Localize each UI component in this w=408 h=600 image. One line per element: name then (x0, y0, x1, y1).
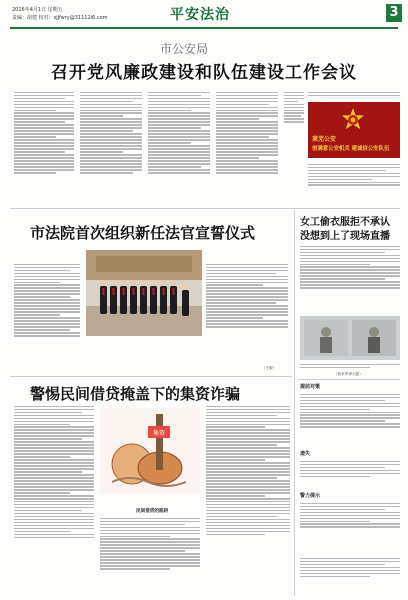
story3-column-3 (206, 404, 290, 592)
story1-column-4 (216, 90, 278, 202)
story3-subhead: 民间借贷的陷阱 (136, 509, 169, 514)
story2-column-2 (206, 262, 288, 352)
sidebar-body-4 (300, 556, 400, 592)
story1-column-3 (148, 90, 210, 202)
side-story-headline-1: 女工偷衣服拒不承认 (300, 217, 390, 228)
sidebar-body-1 (300, 392, 400, 446)
story3-headline: 警惕民间借贷掩盖下的集资诈骗 (30, 385, 241, 403)
side-story-credit: （张来军徐大磊） (334, 372, 363, 376)
sidebar-heading-1: 提前对策 (300, 384, 321, 390)
sidebar-heading-2: 遗失 (300, 451, 311, 457)
issue-date: 2016年4月1日 星期五 (12, 7, 63, 13)
emblem-line-1: 莱芜公安 (312, 136, 337, 143)
fraud-illustration (100, 408, 200, 494)
story1-column-6 (308, 162, 400, 204)
page-number: 3 (386, 4, 402, 22)
story1-headline: 召开党风廉政建设和队伍建设工作会议 (51, 63, 357, 83)
story1-column-1 (14, 90, 74, 202)
illustration-sign-text: 集资 (152, 430, 166, 437)
sidebar-body-2 (300, 459, 400, 489)
column-divider (294, 210, 295, 596)
police-badge-icon (336, 106, 370, 134)
side-story-body (300, 244, 400, 314)
side-story-headline-2: 没想到上了现场直播 (300, 231, 390, 242)
sidebar-body-3 (300, 501, 400, 545)
police-emblem-box (308, 102, 400, 158)
story2-column-1 (14, 262, 80, 362)
divider (10, 208, 400, 209)
story2-headline: 市法院首次组织新任法官宣誓仪式 (30, 224, 256, 242)
story3-column-2 (100, 516, 200, 592)
story1-column-2 (80, 90, 142, 202)
page-header (0, 0, 408, 36)
header-rule (10, 27, 398, 29)
story1-column-5 (284, 90, 304, 140)
sidebar-heading-3: 警力提示 (300, 493, 321, 499)
section-title: 平安法治 (170, 7, 230, 23)
oath-ceremony-photo (86, 250, 202, 336)
emblem-line-2: 创满意公安机关 建诚信公安队伍 (312, 146, 390, 152)
story1-kicker: 市公安局 (160, 42, 209, 56)
story3-column-1 (14, 404, 94, 592)
divider-3 (298, 379, 400, 380)
side-story-photo (300, 316, 400, 360)
story1-column-5-top (308, 90, 400, 100)
editor-line: 责编：胡建 校对：sjjfwry@31112i6.com (12, 15, 108, 21)
story2-credit: （王敏） (262, 366, 277, 370)
divider-2 (10, 376, 292, 377)
